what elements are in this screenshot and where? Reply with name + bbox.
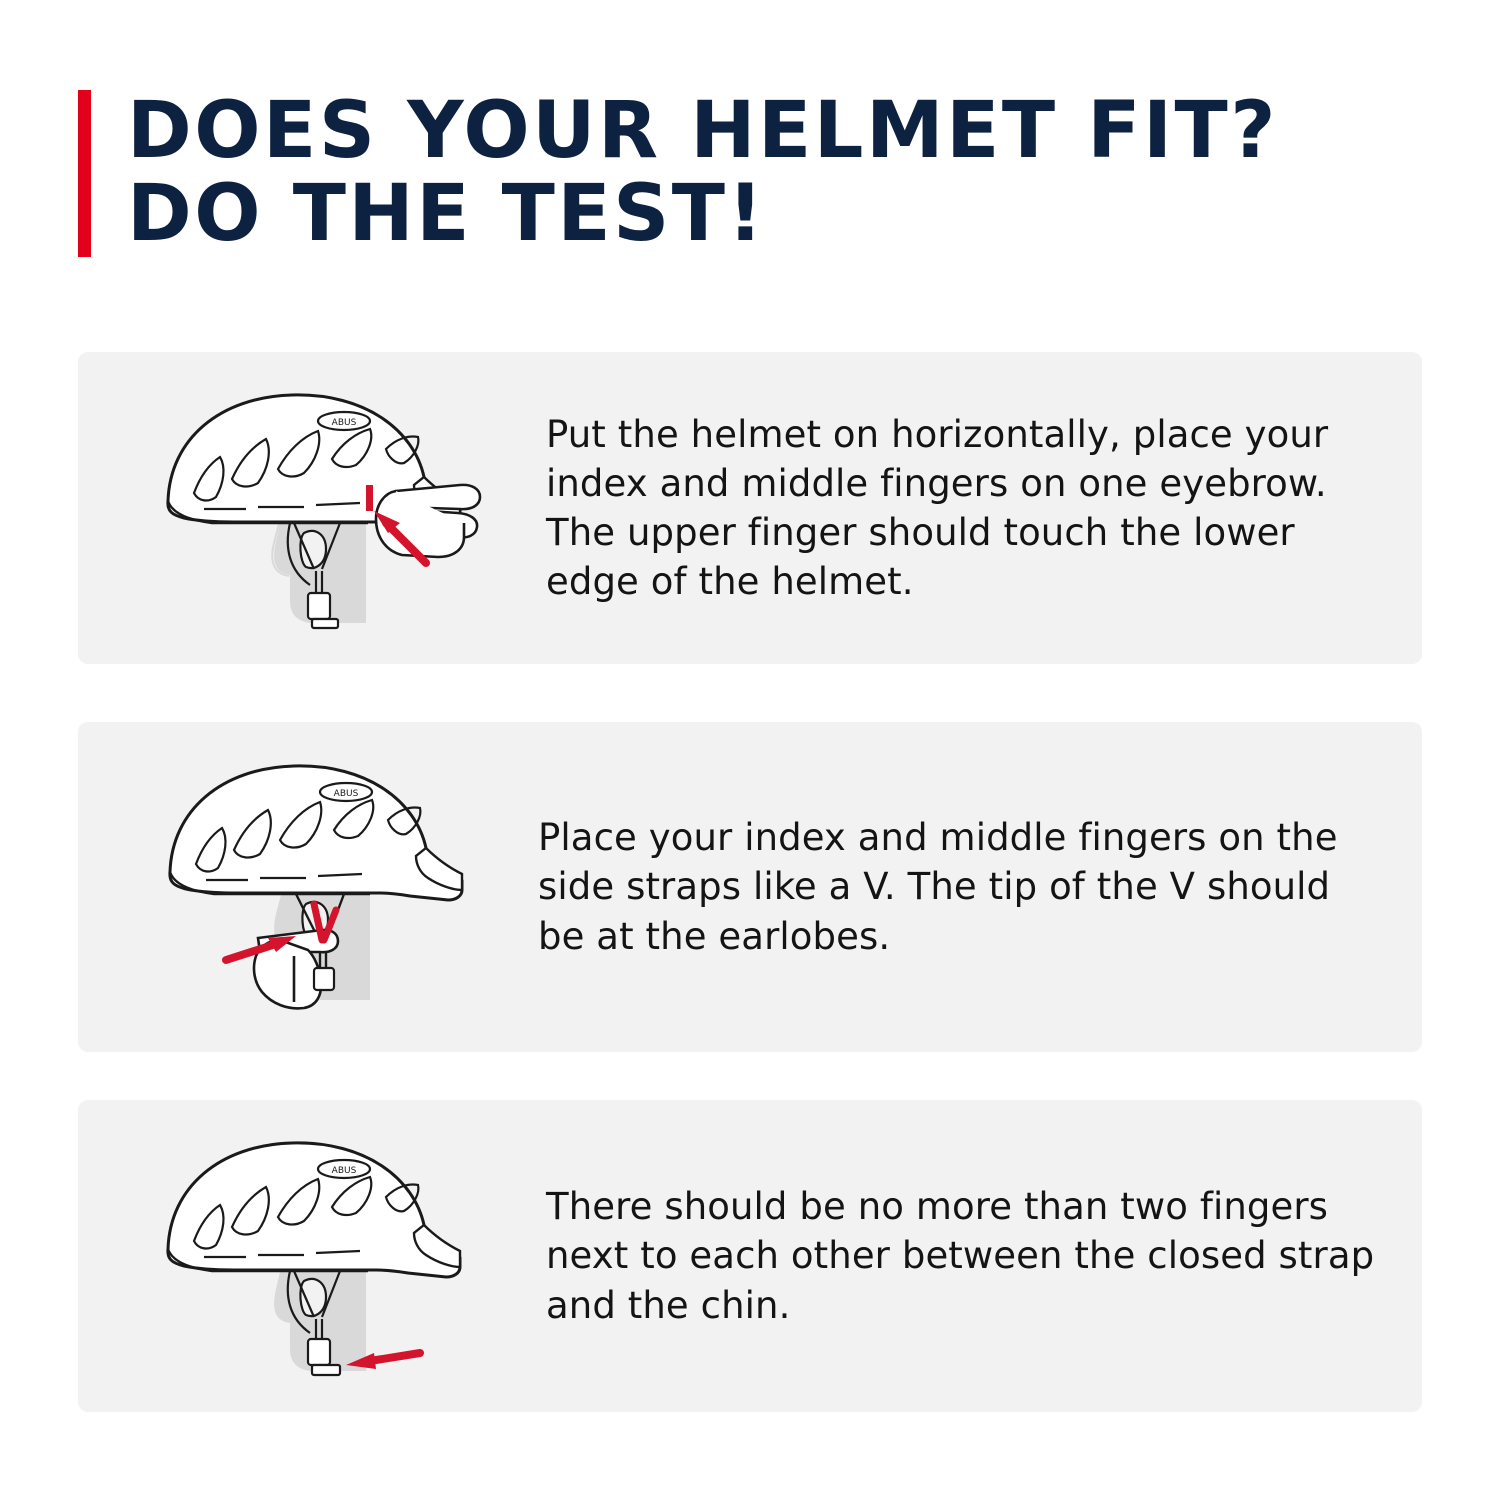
helmet-eyebrow-two-finger-diagram bbox=[78, 352, 538, 664]
step-card-2 bbox=[78, 722, 1422, 1052]
step-card-3 bbox=[78, 1100, 1422, 1412]
step-3-text: There should be no more than two fingers next to each other between the closed strap and the chin. bbox=[546, 1185, 1375, 1327]
helmet-chin-strap-two-finger-diagram bbox=[78, 1100, 538, 1412]
helmet-side-strap-v-diagram bbox=[78, 722, 538, 1052]
step-1-text: Put the helmet on horizontally, place your index and middle fingers on one eyebrow. The upper finger should touch the lower edge of the helmet. bbox=[546, 412, 1329, 604]
title-line-1: DOES YOUR HELMET FIT? bbox=[127, 86, 1279, 176]
svg-text:ABUS: ABUS bbox=[333, 789, 359, 799]
title-line-2: DO THE TEST! bbox=[127, 169, 766, 260]
page-title bbox=[78, 86, 1279, 260]
title-text-group bbox=[127, 86, 1279, 260]
step-2-text: Place your index and middle fingers on the side straps like a V. The tip of the V should be at the earlobes. bbox=[538, 816, 1338, 958]
svg-text:ABUS: ABUS bbox=[331, 1166, 357, 1176]
title-accent-bar bbox=[78, 90, 91, 257]
step-card-1 bbox=[78, 352, 1422, 664]
svg-text:ABUS: ABUS bbox=[331, 418, 357, 428]
